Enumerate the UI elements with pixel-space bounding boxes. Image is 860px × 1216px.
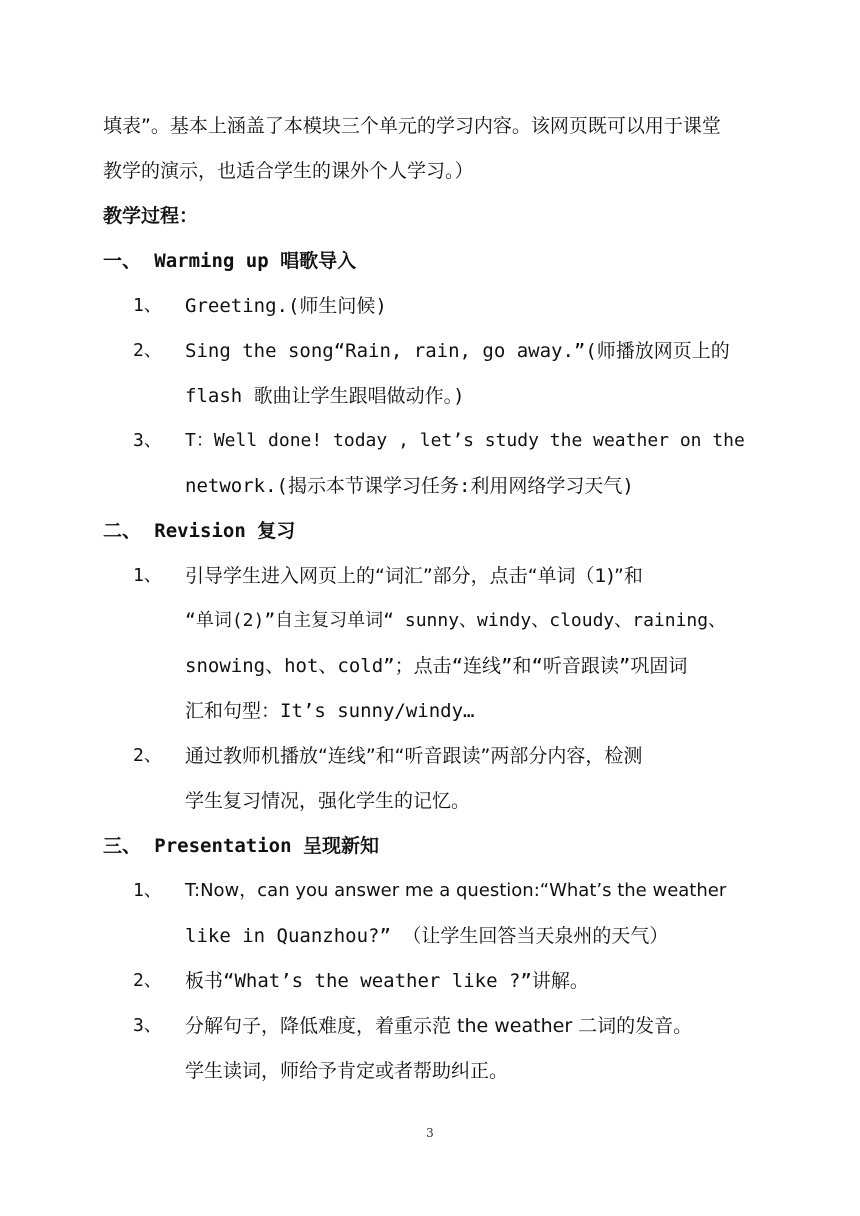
list-item-text: network.(揭示本节课学习任务:利用网络学习天气) bbox=[185, 475, 634, 497]
list-item-text: flash 歌曲让学生跟唱做动作。) bbox=[185, 385, 465, 407]
intro-line-2: 教学的演示，也适合学生的课外个人学习。） bbox=[103, 160, 474, 182]
section-heading-warming-up bbox=[103, 248, 356, 274]
page-number: 3 bbox=[426, 1126, 434, 1140]
section-heading-revision bbox=[103, 518, 295, 544]
list-item-text: 分解句子，降低难度，着重示范 the weather 二词的发音。 bbox=[185, 1015, 693, 1037]
list-item-text: Greeting.(师生问候) bbox=[185, 295, 387, 317]
intro-line-1: 填表”。基本上涵盖了本模块三个单元的学习内容。该网页既可以用于课堂 bbox=[103, 115, 721, 137]
list-item-text: snowing、hot、cold”；点击“连线”和“听音跟读”巩固词 bbox=[185, 655, 688, 677]
section-heading-presentation bbox=[103, 833, 379, 859]
list-item-number: 3、 bbox=[133, 1015, 162, 1036]
list-item-text: 汇和句型：It’s sunny/windy… bbox=[185, 700, 475, 722]
list-item-text: T：Well done! today , let’s study the weather on the bbox=[185, 430, 745, 451]
teaching-process-title: 教学过程： bbox=[103, 205, 199, 227]
list-item-number: 1、 bbox=[133, 295, 162, 316]
list-item-text: like in Quanzhou?” （让学生回答当天泉州的天气） bbox=[185, 925, 669, 947]
list-item-text: 引导学生进入网页上的“词汇”部分，点击“单词（1)”和 bbox=[185, 565, 643, 587]
list-item-text: 学生读词，师给予肯定或者帮助纠正。 bbox=[185, 1060, 509, 1082]
list-item-number: 2、 bbox=[133, 340, 162, 361]
list-item-text: 学生复习情况，强化学生的记忆。 bbox=[185, 790, 471, 812]
section-marker: 三、 bbox=[103, 835, 142, 857]
list-item-number: 1、 bbox=[133, 565, 162, 586]
list-item-text: 板书“What’s the weather like ?”讲解。 bbox=[185, 970, 589, 992]
section-title: Presentation 呈现新知 bbox=[154, 835, 379, 857]
list-item-text: Sing the song“Rain, rain, go away.”(师播放网页上的 bbox=[185, 340, 730, 362]
list-item-number: 1、 bbox=[133, 880, 162, 901]
section-title: Warming up 唱歌导入 bbox=[154, 250, 357, 272]
list-item-number: 3、 bbox=[133, 430, 162, 451]
list-item-number: 2、 bbox=[133, 970, 162, 991]
list-item-text: T:Now，can you answer me a question:“What’s the weather bbox=[185, 880, 727, 901]
list-item-text: “单词(2)”自主复习单词“ sunny、windy、cloudy、raining、 bbox=[185, 610, 727, 631]
section-marker: 一、 bbox=[103, 250, 142, 272]
section-marker: 二、 bbox=[103, 520, 142, 542]
list-item-text: 通过教师机播放“连线”和“听音跟读”两部分内容，检测 bbox=[185, 745, 643, 767]
list-item-number: 2、 bbox=[133, 745, 162, 766]
section-title: Revision 复习 bbox=[154, 520, 296, 542]
